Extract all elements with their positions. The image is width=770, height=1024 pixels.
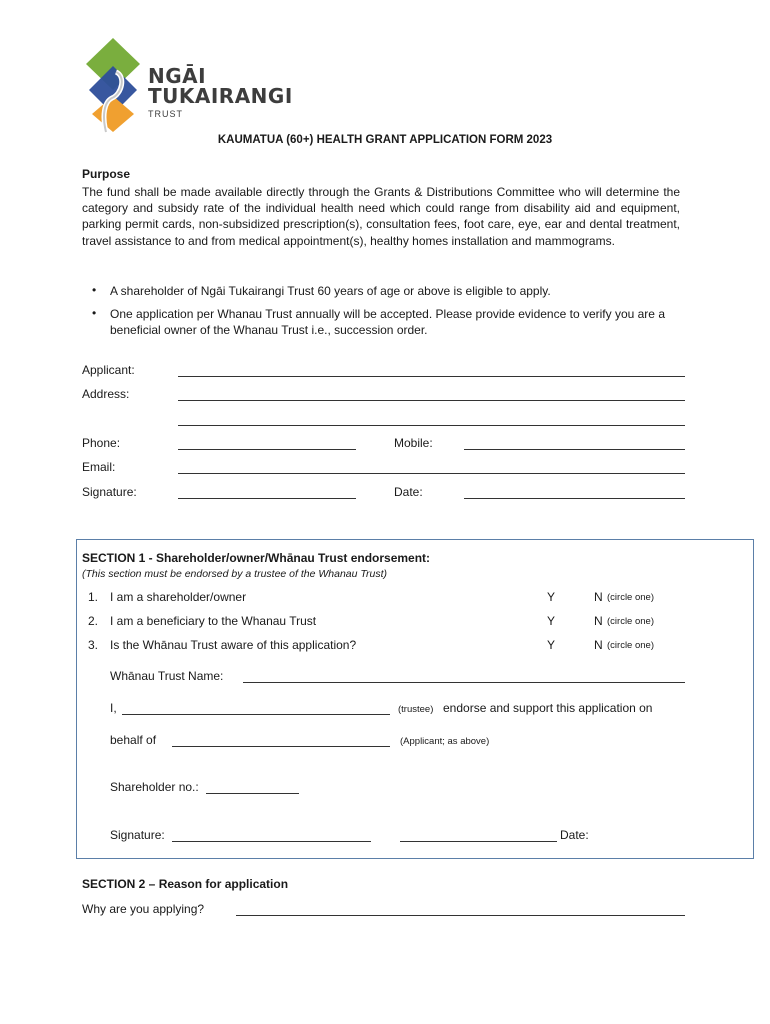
section1-date-label: Date:: [560, 828, 589, 842]
address-field-line2[interactable]: [178, 425, 685, 426]
signature-field[interactable]: [178, 498, 356, 499]
applicant-hint: (Applicant; as above): [400, 736, 490, 747]
mobile-field[interactable]: [464, 449, 685, 450]
question-text: I am a shareholder/owner: [110, 590, 247, 604]
bullet-one-application: One application per Whanau Trust annually will be accepted. Please provide evidence to verify you are a beneficial owner of the Whanau Trust i.e., succession order.: [110, 307, 665, 337]
i-label: I,: [110, 701, 117, 715]
bullet-eligibility: A shareholder of Ngāi Tukairangi Trust 60 years of age or above is eligible to apply.: [110, 284, 551, 298]
section1-date-field[interactable]: [400, 841, 557, 842]
behalf-label: behalf of: [110, 733, 157, 747]
yes-option[interactable]: Y: [547, 590, 556, 604]
question-text: I am a beneficiary to the Whanau Trust: [110, 614, 317, 628]
behalf-field[interactable]: [172, 746, 390, 747]
trust-name-field[interactable]: [243, 682, 685, 683]
section1-signature-label: Signature:: [110, 828, 165, 842]
address-field-line1[interactable]: [178, 400, 685, 401]
question-number: 2.: [88, 614, 99, 628]
no-option[interactable]: N: [594, 638, 603, 652]
bullet-icon: •: [92, 306, 97, 320]
shareholder-no-label: Shareholder no.:: [110, 780, 199, 794]
mobile-label: Mobile:: [394, 436, 433, 450]
trustee-hint: (trustee): [398, 704, 434, 715]
circle-one-hint: (circle one): [607, 592, 654, 603]
purpose-body: The fund shall be made available directly through the Grants & Distributions Committee who will determine the category and subsidy rate of the individual health need which could range from disability aid and equipment, parking permit cards, non-subsidized prescription(s), consultation fees, foot care, eye, ear and dental treatment, travel assistance to and from medical appointment(s), healthy homes installation and mammograms.: [82, 185, 680, 248]
trustee-name-field[interactable]: [122, 714, 390, 715]
section2-question: Why are you applying?: [82, 902, 205, 916]
no-option[interactable]: N: [594, 590, 603, 604]
bullet-icon: •: [92, 283, 97, 297]
section1-box: [76, 539, 754, 859]
question-number: 1.: [88, 590, 99, 604]
address-label: Address:: [82, 387, 130, 401]
yes-option[interactable]: Y: [547, 638, 556, 652]
circle-one-hint: (circle one): [607, 616, 654, 627]
applicant-label: Applicant:: [82, 363, 135, 377]
email-label: Email:: [82, 460, 116, 474]
phone-field[interactable]: [178, 449, 356, 450]
shareholder-no-field[interactable]: [206, 793, 299, 794]
trust-name-label: Whānau Trust Name:: [110, 669, 224, 683]
form-title: KAUMATUA (60+) HEALTH GRANT APPLICATION FORM 2023: [217, 134, 553, 146]
purpose-heading: Purpose: [82, 167, 131, 181]
section1-note: (This section must be endorsed by a trustee of the Whanau Trust): [82, 568, 388, 580]
signature-label: Signature:: [82, 485, 137, 499]
trust-logo: [82, 36, 312, 136]
circle-one-hint: (circle one): [607, 640, 654, 651]
date-label: Date:: [394, 485, 423, 499]
endorse-text: endorse and support this application on: [443, 701, 653, 715]
logo-name-line3: TRUST: [148, 109, 183, 119]
phone-label: Phone:: [82, 436, 121, 450]
section1-signature-field[interactable]: [172, 841, 371, 842]
reason-field[interactable]: [236, 915, 685, 916]
no-option[interactable]: N: [594, 614, 603, 628]
logo-mark-icon: [82, 36, 144, 134]
email-field[interactable]: [178, 473, 685, 474]
logo-name-line1: NGĀI: [148, 64, 207, 88]
logo-name-line2: TUKAIRANGI: [148, 84, 293, 108]
applicant-field[interactable]: [178, 376, 685, 377]
question-number: 3.: [88, 638, 99, 652]
date-field[interactable]: [464, 498, 685, 499]
question-text: Is the Whānau Trust aware of this application?: [110, 638, 357, 652]
section2-heading: SECTION 2 – Reason for application: [82, 877, 289, 891]
section1-heading: SECTION 1 - Shareholder/owner/Whānau Trust endorsement:: [82, 551, 431, 565]
yes-option[interactable]: Y: [547, 614, 556, 628]
